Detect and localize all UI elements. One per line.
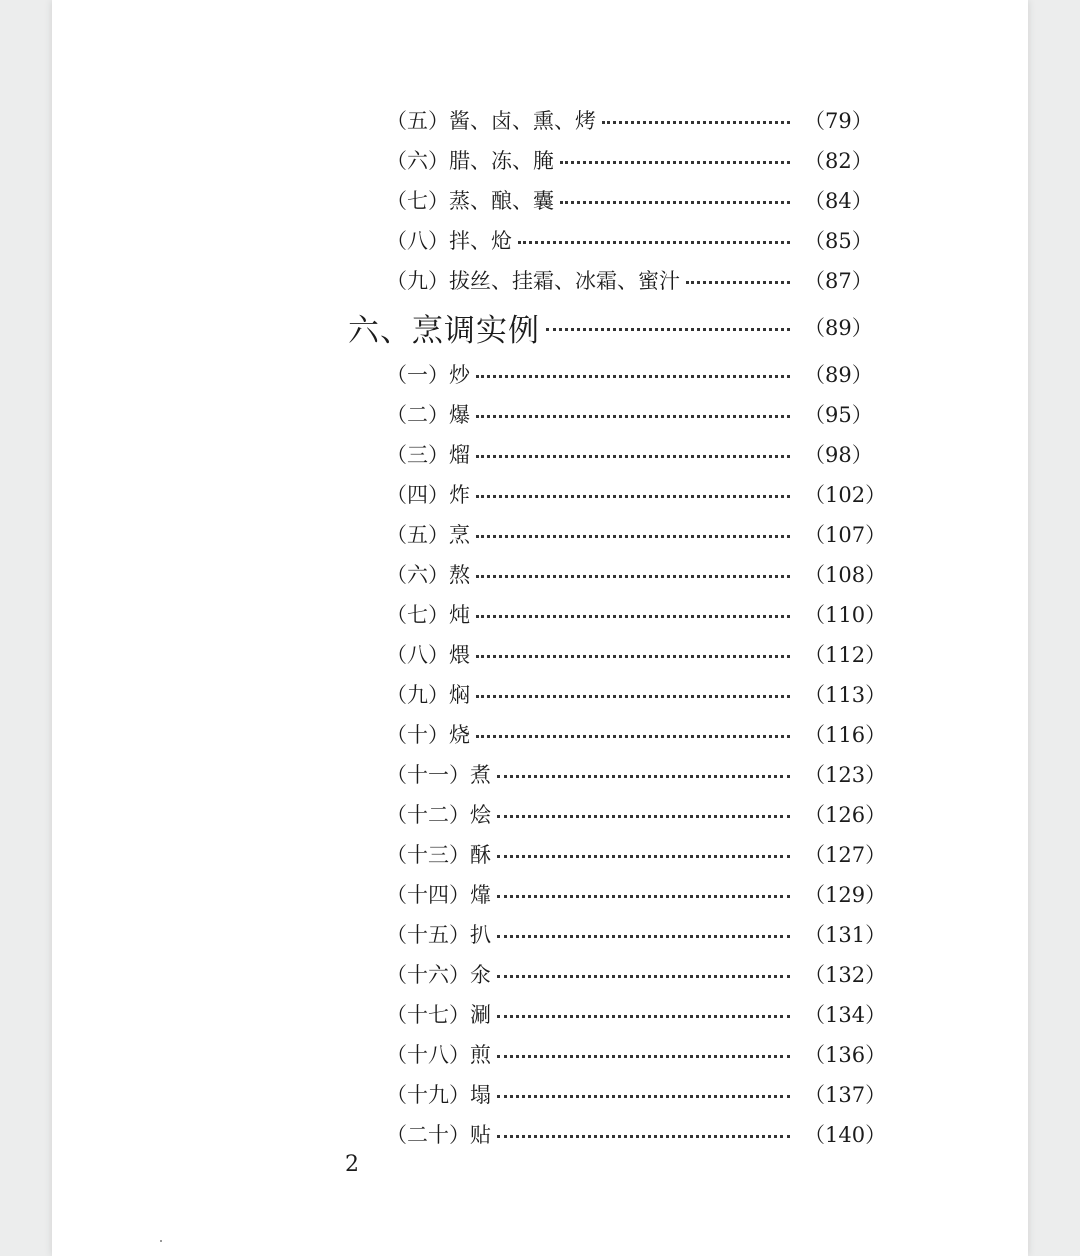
toc-entry-page: （126） [804, 803, 887, 827]
toc-entry [348, 100, 873, 140]
dot-leader [497, 894, 790, 898]
dot-leader [476, 734, 790, 738]
dot-leader [497, 1094, 790, 1098]
toc-entry-label: （十三）酥 [386, 843, 491, 867]
toc-entry-label: （十八）煎 [386, 1043, 491, 1067]
dot-leader [602, 120, 790, 124]
toc-entry [348, 594, 887, 634]
toc-entry-page: （131） [804, 923, 887, 947]
toc-entry [348, 754, 887, 794]
toc-entry-label: （十七）涮 [386, 1003, 491, 1027]
dot-leader [497, 1014, 790, 1018]
toc-entry-page: （136） [804, 1043, 887, 1067]
dot-leader [497, 1054, 790, 1058]
toc-entry-label: （二十）贴 [386, 1123, 491, 1147]
toc-entry-label: （十二）烩 [386, 803, 491, 827]
toc-entry [348, 260, 873, 300]
toc-entry [348, 354, 873, 394]
scan-speck [160, 1240, 162, 1242]
toc-entry-label: （九）拔丝、挂霜、冰霜、蜜汁 [386, 269, 680, 293]
toc-entry-label: （四）炸 [386, 483, 470, 507]
dot-leader [497, 854, 790, 858]
toc-entry-label: （七）炖 [386, 603, 470, 627]
toc-entry [348, 220, 873, 260]
toc-entry-label: （十）烧 [386, 723, 470, 747]
toc-entry-label: （一）炒 [386, 363, 470, 387]
toc-entry-page: （127） [804, 843, 887, 867]
toc-entry-page: （140） [804, 1123, 887, 1147]
dot-leader [497, 814, 790, 818]
toc-entry [348, 794, 887, 834]
toc-section-heading [348, 300, 873, 354]
toc-entry-page: （95） [804, 403, 873, 427]
dot-leader [497, 974, 790, 978]
toc-entry-page: （84） [804, 189, 873, 213]
toc-entry [348, 834, 887, 874]
toc-entry-label: （五）酱、卤、熏、烤 [386, 109, 596, 133]
toc-entry [348, 954, 887, 994]
toc-entry-page: （113） [804, 683, 887, 707]
dot-leader [476, 374, 790, 378]
toc-entry-page: （89） [804, 316, 873, 340]
toc-entry [348, 180, 873, 220]
toc-entry-label: （十五）扒 [386, 923, 491, 947]
toc-entry [348, 434, 873, 474]
toc-entry-label: 六、烹调实例 [348, 312, 540, 349]
toc-entry [348, 674, 887, 714]
dot-leader [497, 934, 790, 938]
toc-entry [348, 874, 887, 914]
toc-entry-page: （110） [804, 603, 887, 627]
toc-entry-label: （十四）㸆 [386, 883, 491, 907]
dot-leader [546, 327, 790, 331]
toc-entry-label: （六）腊、冻、腌 [386, 149, 554, 173]
dot-leader [560, 200, 790, 204]
toc-entry-page: （89） [804, 363, 873, 387]
toc-entry-page: （79） [804, 109, 873, 133]
toc-entry [348, 1074, 887, 1114]
dot-leader [476, 694, 790, 698]
toc-entry-page: （137） [804, 1083, 887, 1107]
toc-entry-page: （129） [804, 883, 887, 907]
dot-leader [476, 454, 790, 458]
toc-entry-page: （132） [804, 963, 887, 987]
dot-leader [476, 414, 790, 418]
toc-entry-page: （123） [804, 763, 887, 787]
toc-entry [348, 554, 887, 594]
toc-entry-label: （六）熬 [386, 563, 470, 587]
toc-entry [348, 914, 887, 954]
toc-entry [348, 1114, 887, 1154]
toc-entry-label: （七）蒸、酿、囊 [386, 189, 554, 213]
toc-entry [348, 514, 887, 554]
dot-leader [476, 534, 790, 538]
toc-entry-label: （五）烹 [386, 523, 470, 547]
toc-entry-label: （十一）煮 [386, 763, 491, 787]
toc-entry-page: （85） [804, 229, 873, 253]
dot-leader [476, 654, 790, 658]
dot-leader [497, 1134, 790, 1138]
dot-leader [497, 774, 790, 778]
dot-leader [476, 494, 790, 498]
toc-entry [348, 714, 887, 754]
toc-entry-page: （116） [804, 723, 887, 747]
toc-entry-label: （十九）塌 [386, 1083, 491, 1107]
toc-entry [348, 634, 887, 674]
toc-entry-page: （108） [804, 563, 887, 587]
toc-entry-label: （十六）氽 [386, 963, 491, 987]
toc-entry-page: （107） [804, 523, 887, 547]
toc-entry [348, 394, 873, 434]
toc-entry [348, 1034, 887, 1074]
toc-entry-page: （98） [804, 443, 873, 467]
toc-entry-label: （二）爆 [386, 403, 470, 427]
toc-entry [348, 474, 887, 514]
toc-entry-page: （112） [804, 643, 887, 667]
toc-entry-page: （134） [804, 1003, 887, 1027]
table-of-contents [348, 100, 887, 1154]
dot-leader [686, 280, 790, 284]
dot-leader [560, 160, 790, 164]
dot-leader [476, 614, 790, 618]
document-page [52, 0, 1028, 1256]
toc-entry-label: （九）焖 [386, 683, 470, 707]
toc-entry-label: （八）拌、炝 [386, 229, 512, 253]
dot-leader [476, 574, 790, 578]
toc-entry-label: （三）熘 [386, 443, 470, 467]
toc-entry-page: （102） [804, 483, 887, 507]
toc-entry-label: （八）煨 [386, 643, 470, 667]
page-number: 2 [345, 1152, 359, 1177]
toc-entry-page: （87） [804, 269, 873, 293]
toc-entry-page: （82） [804, 149, 873, 173]
toc-entry [348, 140, 873, 180]
toc-entry [348, 994, 887, 1034]
dot-leader [518, 240, 790, 244]
